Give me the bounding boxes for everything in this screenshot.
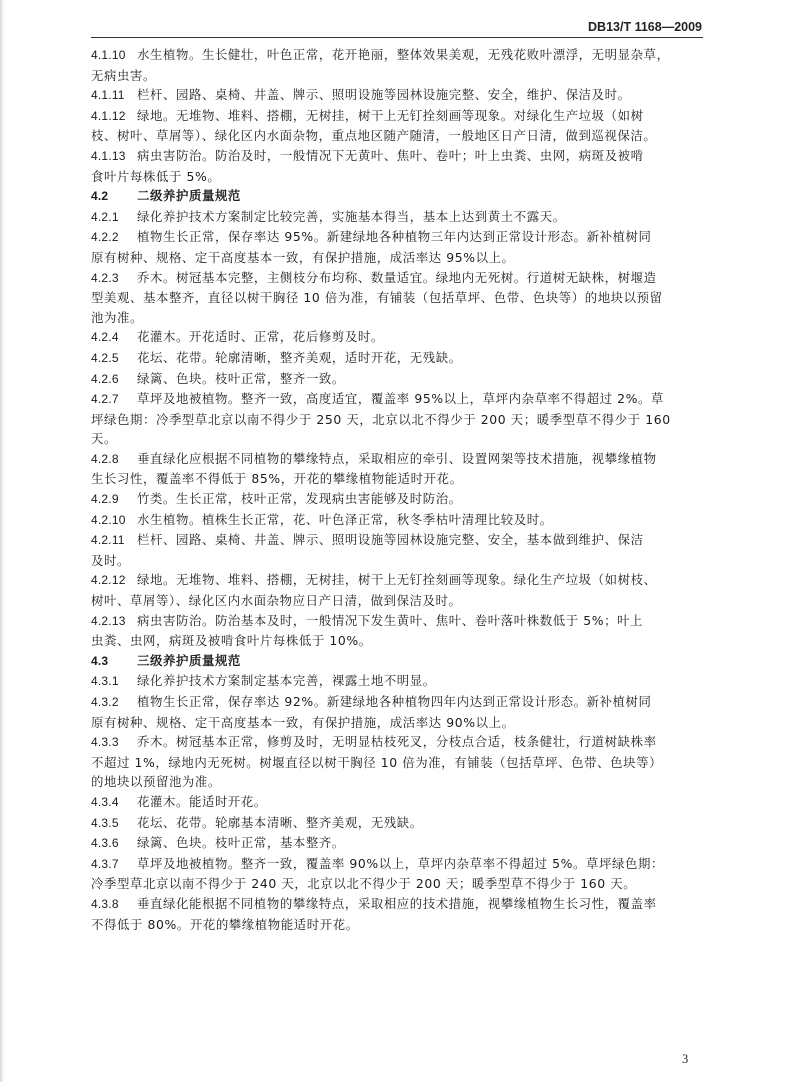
clause-paragraph [91, 227, 703, 267]
clause-text: 栏杆、园路、桌椅、井盖、牌示、照明设施等园林设施完整、安全，维护、保洁及时。 [137, 87, 631, 103]
clause-number: 4.2.13 [91, 613, 126, 628]
clause-paragraph [91, 570, 703, 610]
clause-text: 草坪及地被植物。整齐一致，高度适宜，覆盖率 95%以上，草坪内杂草率不得超过 2%。草 坪绿色期：冷季型草北京以南不得少于 250 天，北京以北不得少于 200 天；暖季型草不得少于 160 天。 [91, 391, 671, 447]
clause-number: 4.2.10 [91, 512, 126, 527]
clause-number: 4.2.7 [91, 392, 119, 407]
clause-paragraph [91, 348, 703, 369]
clause-number: 4.2 [91, 189, 109, 204]
clause-text: 栏杆、园路、桌椅、井盖、牌示、照明设施等园林设施完整、安全，基本做到维护、保洁 及时。 [91, 532, 644, 568]
clause-paragraph [91, 85, 703, 106]
clause-number: 4.2.6 [91, 371, 119, 386]
clause-paragraph [91, 45, 703, 85]
clause-number: 4.2.11 [91, 533, 125, 548]
clause-number: 4.3.2 [91, 695, 119, 709]
clause-paragraph [91, 327, 703, 348]
clause-number: 4.1.11 [91, 88, 125, 103]
clause-text: 水生植物。生长健壮，叶色正常，花开艳丽，整体效果美观，无残花败叶漂浮，无明显杂草， 无病虫害。 [91, 47, 670, 83]
clause-number: 4.2.8 [91, 451, 119, 466]
clause-number: 4.2.5 [91, 350, 119, 365]
section-heading-text: 三级养护质量规范 [137, 652, 241, 668]
clause-paragraph [91, 146, 703, 186]
clause-text: 病虫害防治。防治及时，一般情况下无黄叶、焦叶、卷叶；叶上虫粪、虫网，病斑及被啃 食叶片每株低于 5%。 [91, 147, 644, 184]
clause-number: 4.2.1 [91, 209, 119, 224]
clause-text: 绿地。无堆物、堆料、搭棚，无树挂，树干上无钉拴刻画等现象。对绿化生产垃圾（如树 枝、树叶、草屑等）、绿化区内水面杂物，重点地区随产随清，一般地区日产日清，做到巡视保洁。 [91, 107, 657, 144]
clause-text: 绿化养护技术方案制定基本完善，裸露土地不明显。 [137, 673, 436, 689]
clause-text: 乔木。树冠基本完整，主侧枝分布均称、数量适宜。绿地内无死树。行道树无缺株，树堰造 型美观、基本整齐，直径以树干胸径 10 倍为准，有铺装（包括草坪、色带、色块等）的地块以预留 池为准。 [91, 269, 663, 325]
clause-text: 垂直绿化应根据不同植物的攀缘特点，采取相应的牵引、设置网架等技术措施，视攀缘植物 生长习性，覆盖率不得低于 85%，开花的攀缘植物能适时开花。 [91, 450, 657, 487]
clause-paragraph [91, 449, 703, 489]
clause-paragraph [91, 106, 703, 146]
clause-paragraph [91, 692, 703, 732]
clause-number: 4.2.4 [91, 330, 119, 345]
clause-number: 4.3.3 [91, 735, 119, 750]
clause-paragraph [91, 854, 703, 894]
page-number: 3 [682, 1052, 689, 1066]
clause-text: 绿篱、色块。枝叶正常，整齐一致。 [137, 370, 345, 386]
clause-paragraph [91, 369, 703, 390]
clause-number: 4.3.5 [91, 815, 119, 830]
header-rule [91, 37, 703, 38]
clause-text: 花灌木。开花适时、正常，花后修剪及时。 [137, 329, 384, 345]
clause-text: 花灌木。能适时开花。 [137, 793, 267, 809]
clause-paragraph [91, 894, 703, 934]
clause-number: 4.1.12 [91, 108, 126, 123]
clause-number: 4.3.4 [91, 794, 119, 809]
clause-paragraph [91, 611, 703, 651]
clause-paragraph [91, 530, 703, 570]
clause-paragraph [91, 207, 703, 228]
clause-text: 竹类。生长正常，枝叶正常，发现病虫害能够及时防治。 [137, 491, 462, 507]
clause-text: 绿地。无堆物、堆料、搭棚，无树挂，树干上无钉拴刻画等现象。绿化生产垃圾（如树枝、 树叶、草屑等）、绿化区内水面杂物应日产日清，做到保洁及时。 [91, 572, 657, 609]
clause-paragraph [91, 813, 703, 834]
clause-paragraph [91, 389, 703, 449]
clause-number: 4.3.8 [91, 896, 119, 911]
section-heading [91, 186, 703, 207]
clause-text: 乔木。树冠基本正常，修剪及时，无明显枯枝死叉，分枝点合适，枝条健壮，行道树缺株率 不超过 1%，绿地内无死树。树堰直径以树干胸径 10 倍为准，有铺装（包括草坪、色带、色块等） 的地块以预留池为准。 [91, 734, 663, 790]
clause-number: 4.2.3 [91, 270, 119, 285]
clause-text: 植物生长正常，保存率达 95%。新建绿地各种植物三年内达到正常设计形态。新补植树同 原有树种、规格、定干高度基本一致，有保护措施，成活率达 95%以上。 [91, 229, 652, 265]
clause-text: 草坪及地被植物。整齐一致，覆盖率 90%以上，草坪内杂草率不得超过 5%。草坪绿色期： 冷季型草北京以南不得少于 240 天，北京以北不得少于 200 天；暖季型草不得少于 160 天。 [91, 855, 664, 892]
clause-number: 4.3.6 [91, 836, 119, 851]
clause-paragraph [91, 792, 703, 813]
clause-paragraph [91, 833, 703, 854]
clause-number: 4.1.10 [91, 48, 126, 62]
document-code: DB13/T 1168—2009 [588, 20, 702, 34]
clause-text: 水生植物。植株生长正常，花、叶色泽正常，秋冬季枯叶清理比较及时。 [137, 511, 553, 527]
scan-edge [0, 0, 4, 1082]
clause-text: 垂直绿化能根据不同植物的攀缘特点，采取相应的技术措施，视攀缘植物生长习性，覆盖率 不得低于 80%。开花的攀缘植物能适时开花。 [91, 895, 657, 932]
document-body [91, 45, 703, 934]
clause-text: 绿化养护技术方案制定比较完善，实施基本得当，基本上达到黄土不露天。 [137, 208, 566, 224]
clause-text: 花坛、花带。轮廓清晰，整齐美观，适时开花，无残缺。 [137, 349, 462, 365]
clause-text: 病虫害防治。防治基本及时，一般情况下发生黄叶、焦叶、卷叶落叶株数低于 5%；叶上 虫粪、虫网，病斑及被啃食叶片每株低于 10%。 [91, 612, 644, 649]
clause-text: 花坛、花带。轮廓基本清晰、整齐美观，无残缺。 [137, 814, 423, 830]
clause-paragraph [91, 489, 703, 510]
clause-number: 4.3.1 [91, 674, 119, 689]
clause-paragraph [91, 268, 703, 328]
clause-number: 4.1.13 [91, 148, 126, 163]
clause-number: 4.3 [91, 653, 109, 668]
clause-number: 4.3.7 [91, 856, 119, 871]
clause-paragraph [91, 671, 703, 692]
clause-number: 4.2.9 [91, 492, 119, 507]
clause-text: 植物生长正常，保存率达 92%。新建绿地各种植物四年内达到正常设计形态。新补植树同 原有树种、规格、定干高度基本一致，有保护措施，成活率达 90%以上。 [91, 694, 652, 730]
clause-number: 4.2.2 [91, 230, 119, 245]
section-heading-text: 二级养护质量规范 [137, 188, 241, 204]
section-heading [91, 651, 703, 672]
clause-text: 绿篱、色块。枝叶正常，基本整齐。 [137, 835, 345, 851]
clause-paragraph [91, 732, 703, 792]
clause-number: 4.2.12 [91, 573, 126, 588]
clause-paragraph [91, 510, 703, 531]
